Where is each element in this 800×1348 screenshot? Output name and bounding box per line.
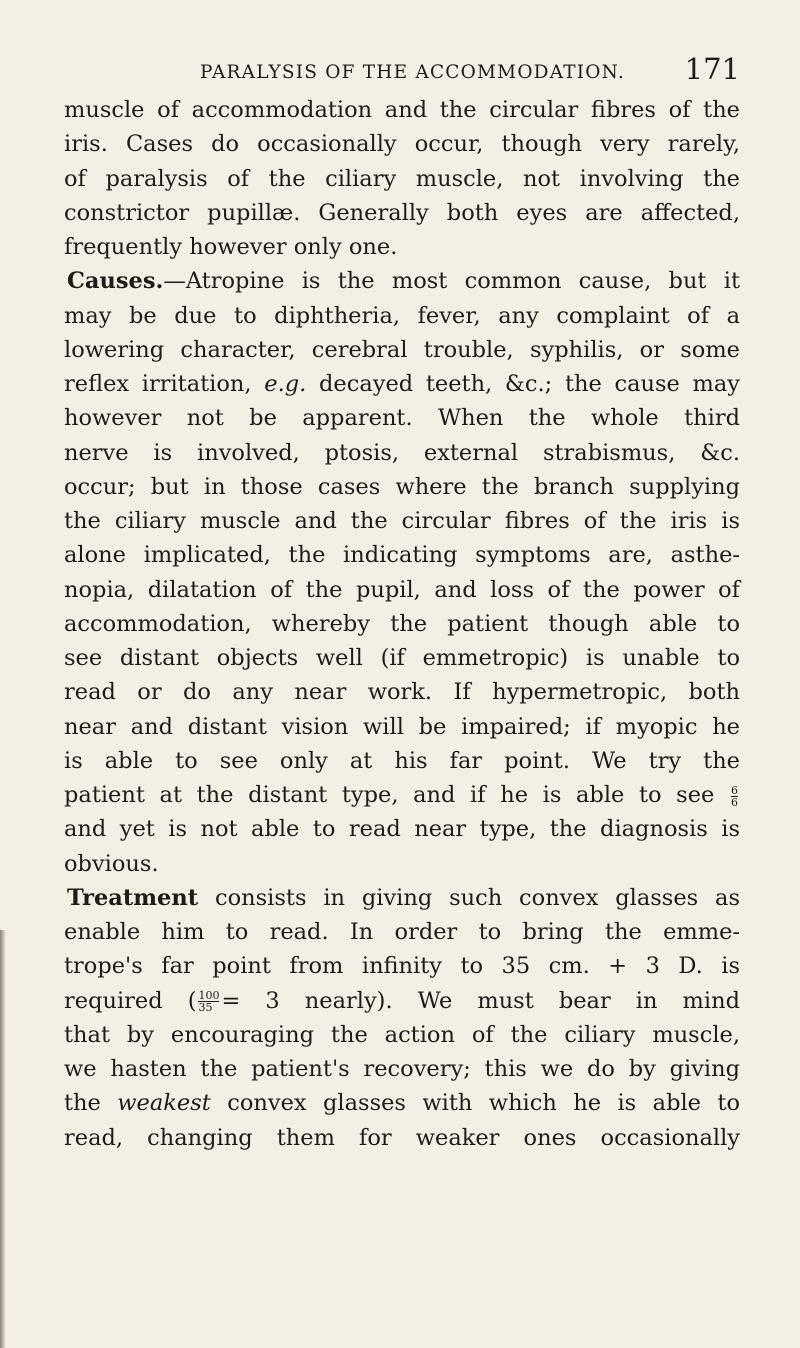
text-line: muscle of accommodation and the circular fibres of the <box>64 97 740 123</box>
text-line <box>64 778 740 812</box>
italic-run: weakest <box>117 1090 211 1117</box>
text-line <box>64 881 740 915</box>
text-line: is able to see only at his far point. We try the <box>64 747 740 774</box>
page-number: 171 <box>684 52 740 86</box>
fraction <box>198 990 219 1013</box>
text-line: read or do any near work. If hypermetropic, both <box>64 679 740 706</box>
text-line: obvious. <box>64 850 159 877</box>
text-line: see distant objects well (if emmetropic) is unable to <box>64 645 740 671</box>
text-line: and yet is not able to read near type, the diagnosis is <box>64 816 740 843</box>
binding-shadow <box>0 930 6 1348</box>
text-line: trope's far point from infinity to 35 cm. + 3 D. is <box>64 953 740 980</box>
text-run: decayed teeth, &c.; the cause may <box>319 371 741 397</box>
text-run: = 3 nearly). We must bear in mind <box>221 987 740 1014</box>
text-run: the <box>64 1090 101 1117</box>
body-text <box>64 93 740 1155</box>
text-run: convex glasses with which he is able to <box>227 1090 740 1117</box>
text-line <box>64 367 740 401</box>
text-line: that by encouraging the action of the ciliary muscle, <box>64 1021 740 1048</box>
text-line: we hasten the patient's recovery; this we do by giving <box>64 1056 740 1082</box>
page-header <box>200 52 740 92</box>
text-line <box>64 264 740 298</box>
text-line: nerve is involved, ptosis, external strabismus, &c. <box>64 439 740 466</box>
text-run: consists in giving such convex glasses as <box>214 884 740 911</box>
fraction-denominator: 6 <box>731 795 738 809</box>
fraction-denominator: 35 <box>198 1001 213 1014</box>
italic-run: e.g. <box>264 371 307 397</box>
text-line: the ciliary muscle and the circular fibres of the iris is <box>64 508 740 534</box>
text-line: frequently however only one. <box>64 234 398 260</box>
text-line <box>64 984 740 1018</box>
section-label-causes: Causes. <box>67 268 164 295</box>
text-run: reflex irritation, <box>64 371 252 397</box>
text-run: required ( <box>64 987 197 1014</box>
text-line: accommodation, whereby the patient though able to <box>64 610 740 637</box>
text-line: occur; but in those cases where the branch supplying <box>64 473 740 500</box>
text-line: however not be apparent. When the whole third <box>64 405 740 432</box>
fraction-numerator: 6 <box>731 783 738 797</box>
text-line: constrictor pupillæ. Generally both eyes are affected, <box>64 199 740 226</box>
text-line: near and distant vision will be impaired; if myopic he <box>64 713 740 740</box>
text-line: alone implicated, the indicating symptoms are, asthe- <box>64 542 740 569</box>
text-line: nopia, dilatation of the pupil, and loss of the power of <box>64 576 740 603</box>
text-line: iris. Cases do occasionally occur, though very rarely, <box>64 131 740 158</box>
text-line: of paralysis of the ciliary muscle, not involving the <box>64 165 740 192</box>
text-line: may be due to diphtheria, fever, any complaint of a <box>64 302 740 329</box>
running-head: PARALYSIS OF THE ACCOMMODATION. <box>200 62 625 83</box>
text-line: read, changing them for weaker ones occasionally <box>64 1124 740 1151</box>
text-line: lowering character, cerebral trouble, syphilis, or some <box>64 336 740 363</box>
section-label-treatment: Treatment <box>67 884 199 911</box>
text-run: —Atropine is the most common cause, but it <box>163 268 740 295</box>
text-line: enable him to read. In order to bring the emme- <box>64 919 740 945</box>
text-run: patient at the distant type, and if he is able to see <box>64 782 715 808</box>
fraction <box>731 785 738 808</box>
text-line <box>64 1086 740 1120</box>
fraction-numerator: 100 <box>198 989 220 1002</box>
